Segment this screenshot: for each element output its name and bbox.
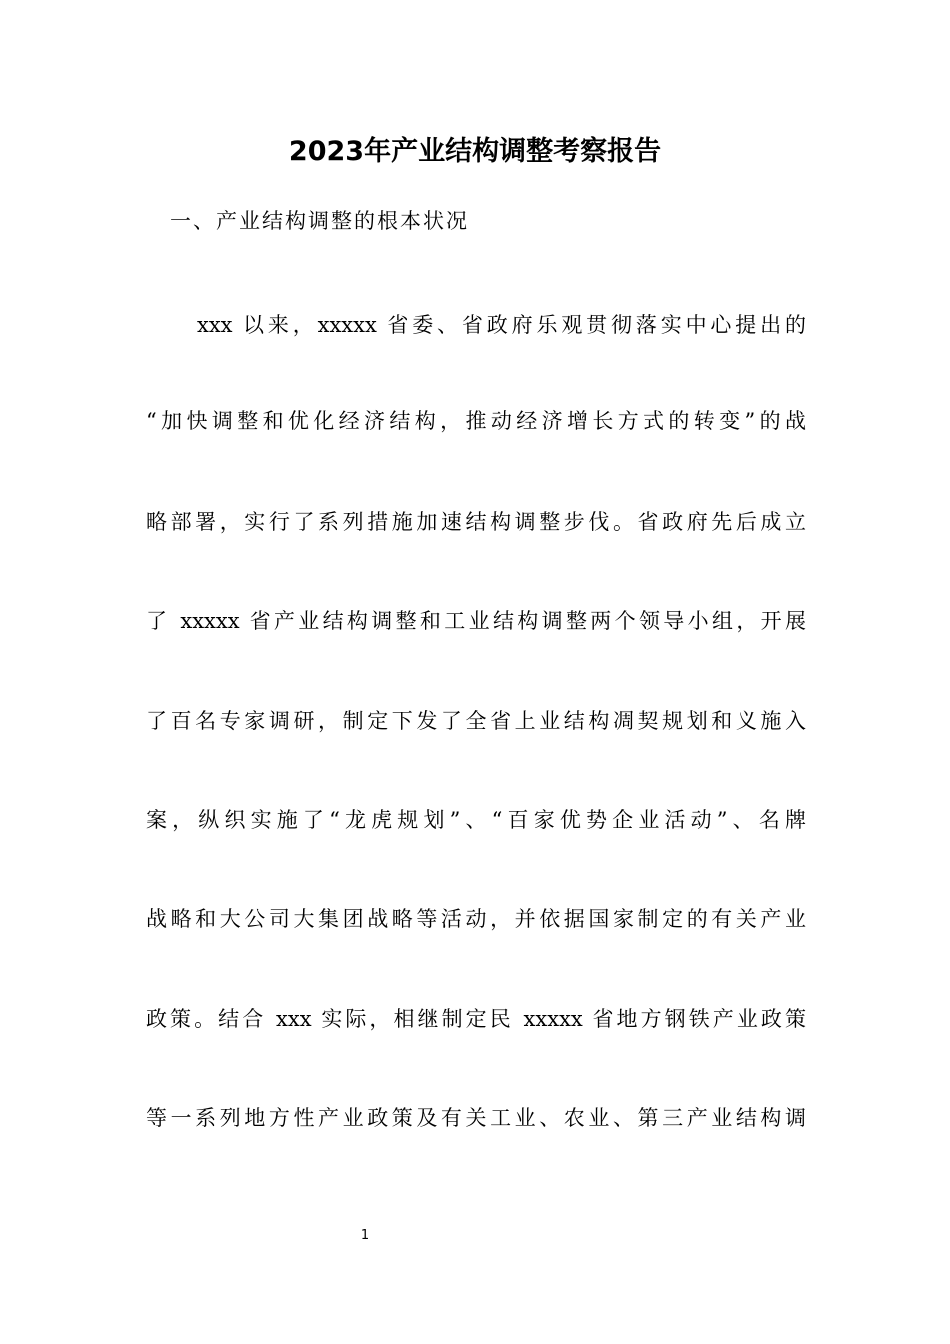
- body-line: 战略和大公司大集团战略等活动，并依据国家制定的有关产业: [146, 907, 806, 931]
- body-line: 了 xxxxx 省产业结构调整和工业结构调整两个领导小组，开展: [146, 609, 806, 633]
- body-line: 等一系列地方性产业政策及有关工业、农业、第三产业结构调: [146, 1106, 806, 1130]
- body-line: 案，纵织实施了“龙虎规划”、“百家优势企业活动”、名牌: [146, 808, 806, 832]
- body-line: 了百名专家调研，制定下发了全省上业结构凋契规划和义施入: [146, 709, 806, 733]
- body-line: 政策。结合 xxx 实际，相继制定民 xxxxx 省地方钢铁产业政策: [146, 1007, 806, 1031]
- document-title: 2023年产业结构调整考察报告: [288, 136, 662, 167]
- body-line: 略部署，实行了系列措施加速结构调整步伐。省政府先后成立: [146, 510, 806, 534]
- body-line: “加快调整和优化经济结构，推动经济增长方式的转变”的战: [146, 409, 806, 433]
- page-number: 1: [360, 1228, 370, 1243]
- body-line: xxx 以来，xxxxx 省委、省政府乐观贯彻落实中心提出的: [197, 313, 806, 337]
- section-heading: 一、产业结构调整的根本状况: [170, 209, 469, 233]
